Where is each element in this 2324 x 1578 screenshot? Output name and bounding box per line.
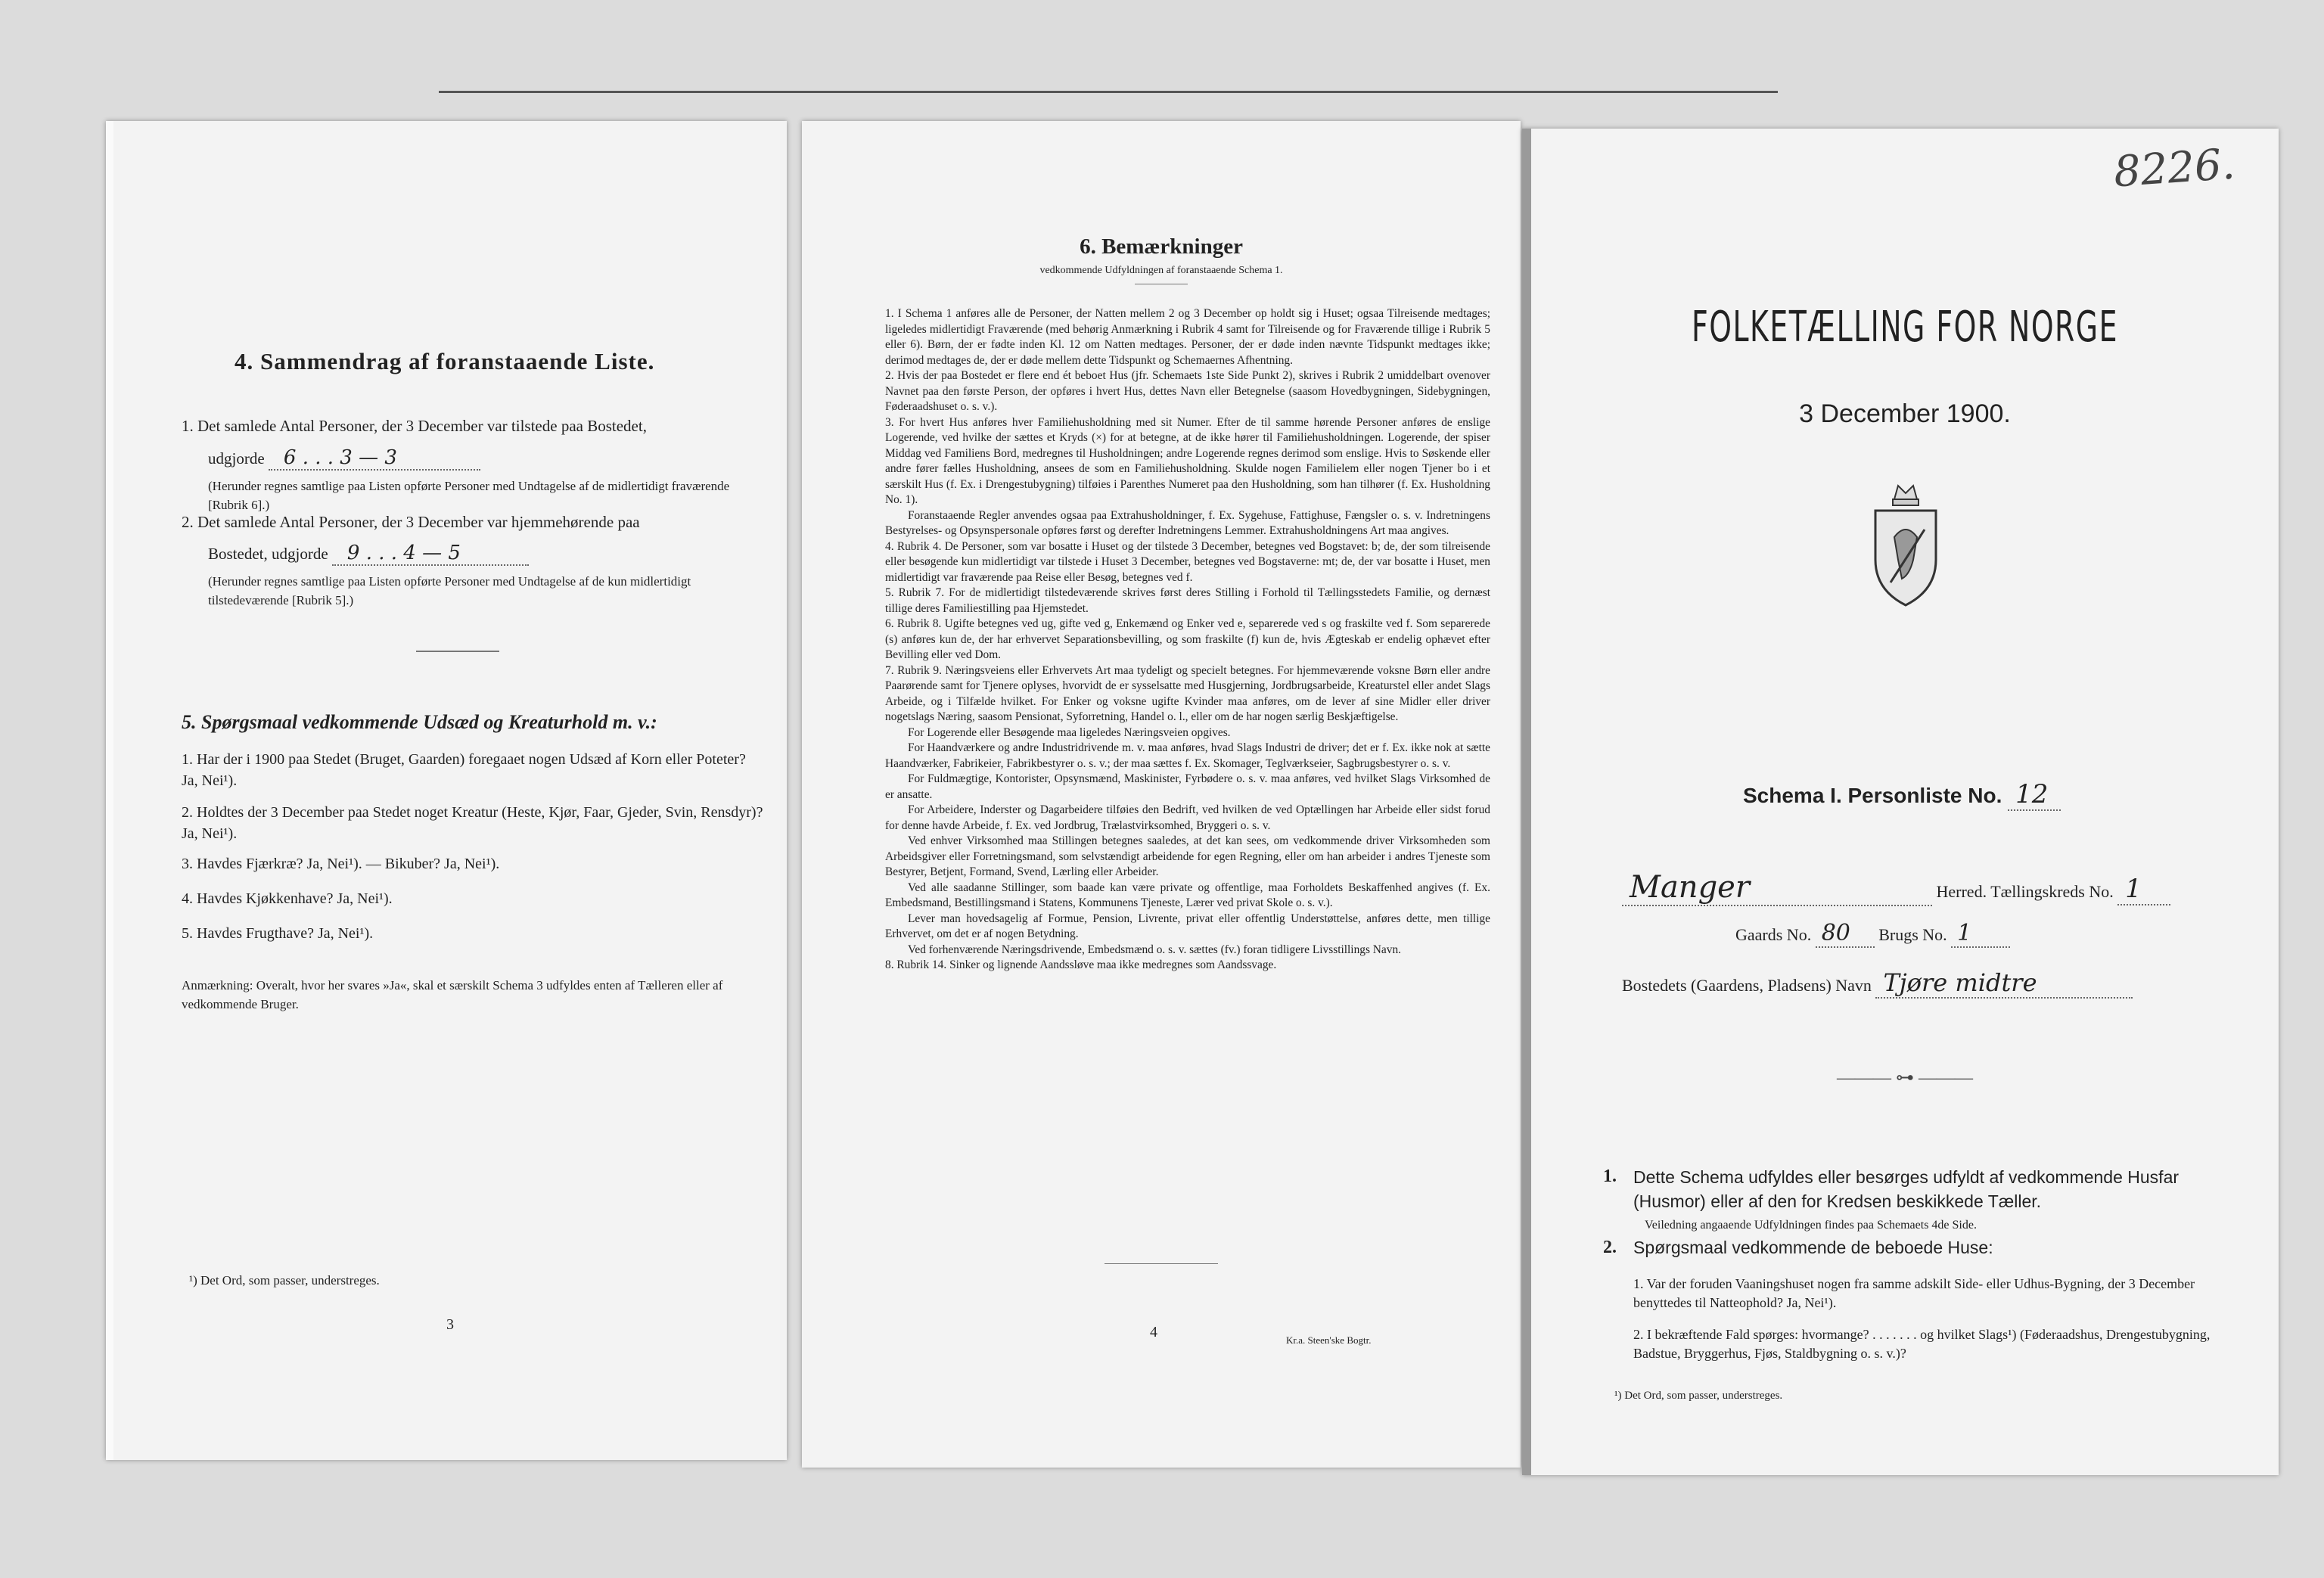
item2-prefix: Bostedet, udgjorde bbox=[208, 545, 328, 563]
instr1-text: Dette Schema udfyldes eller besørges udfyldt af vedkommende Husfar (Husmor) eller af den for Kredsen beskikkede Tæller. bbox=[1633, 1167, 2180, 1211]
left-footnote: ¹) Det Ord, som passer, understreges. bbox=[189, 1273, 380, 1288]
instr1-sub: Veiledning angaaende Udfyldningen findes paa Schemaets 4de Side. bbox=[1645, 1219, 1977, 1232]
item1-note: (Herunder regnes samtlige paa Listen opførte Personer med Undtagelse af de midlertidigt fraværende [Rubrik 6].) bbox=[208, 479, 730, 512]
remark-6: 6. Rubrik 8. Ugifte betegnes ved ug, gifte ved g, Enkemænd og Enker ved e, separerede ved s og fraskilte ved f. Som separerede (s) anføres kun de, der har erhvervet Separationsbevilling, og som fraskilte (f) kun de, hvis Ægteskab er endelig ophævet efter Bevilling eller ved Dom. bbox=[885, 617, 1490, 661]
herred-label: Herred. bbox=[1936, 882, 1987, 901]
remark-3b: Foranstaaende Regler anvendes ogsaa paa Extrahusholdninger, f. Ex. Sygehuse, Fattighuse, Fængsler o. s. v. Indretningens Bestyrelses- og Opsynspersonale opføres først og derefter Indretningens Lemmer. Extrahusholdningens Art maa angives. bbox=[885, 508, 1490, 537]
remark-7d: For Fuldmægtige, Kontorister, Opsynsmænd, Maskinister, Fyrbødere o. s. v. maa anføres, ved hvilket Slags Virksomhed de er ansatte. bbox=[885, 772, 1490, 801]
item2-line2 bbox=[208, 542, 738, 566]
remark-7b: For Logerende eller Besøgende maa ligeledes Næringsveien opgives. bbox=[908, 725, 1231, 739]
remarks-title: 6. Bemærkninger bbox=[1080, 235, 1243, 259]
instr2-text: Spørgsmaal vedkommende de beboede Huse: bbox=[1633, 1238, 1993, 1257]
middle-page-number: 4 bbox=[1150, 1324, 1157, 1340]
item1-line2 bbox=[208, 446, 738, 471]
printer-mark: Kr.a. Steen'ske Bogtr. bbox=[1286, 1334, 1372, 1346]
bottom-rule bbox=[1105, 1263, 1218, 1264]
top-rule bbox=[439, 91, 1778, 93]
instr1-number: 1. bbox=[1603, 1166, 1617, 1186]
remark-7e: For Arbeidere, Inderster og Dagarbeidere tilføies den Bedrift, ved hvilken de ved Optællingen har Arbeide eller sidst forud for denne havde Arbeide, f. Ex. ved Jordbrug, Trælastvirksomhed, Bryggeri o. s. v. bbox=[885, 803, 1490, 832]
remark-7c: For Haandværkere og andre Industridrivende m. v. maa anføres, hvad Slags Industri de driver; det er f. Ex. ikke nok at sætte Haandværker, Fabrikeier, Fabrikbestyrer o. s. v.; der maa sættes f. Ex. Skomager, Teglværkseier, Sagbrugsbestyrer o. s. v. bbox=[885, 741, 1490, 770]
schema-number: 12 bbox=[2008, 779, 2061, 811]
coat-of-arms-icon bbox=[1864, 477, 1947, 617]
house-question-1: 1. Var der foruden Vaaningshuset nogen fra samme adskilt Side- eller Udhus-Bygning, der 3 December benyttedes til Natteophold? Ja, Nei¹). bbox=[1633, 1276, 2195, 1310]
divider bbox=[416, 651, 499, 652]
item1-line1: 1. Det samlede Antal Personer, der 3 December var tilstede paa Bostedet, bbox=[182, 417, 647, 435]
brugs-label: Brugs No. bbox=[1878, 925, 1947, 944]
bosted-value: Tjøre midtre bbox=[1875, 968, 2133, 999]
ornament-divider: ——— ⊶ ——— bbox=[1837, 1068, 1973, 1088]
remark-7f: Ved enhver Virksomhed maa Stillingen betegnes saaledes, at det kan sees, om vedkommende driver Virksomheden som Arbeidsgiver eller Forretningsmand, som selvstændigt arbeidende for egen Regning, eller om han arbeider i andres Tjeneste som Bestyrer, Betjent, Formand, Svend, Lærling eller Arbeider. bbox=[885, 834, 1490, 878]
question-1: 1. Har der i 1900 paa Stedet (Bruget, Gaarden) foregaaet nogen Udsæd af Korn eller Poteter? Ja, Nei¹). bbox=[182, 751, 746, 789]
brugs-value: 1 bbox=[1951, 920, 2010, 948]
remark-8: 8. Rubrik 14. Sinker og lignende Aandssløve maa ikke medregnes som Aandssvage. bbox=[885, 958, 1277, 971]
census-title: FOLKETÆLLING FOR NORGE bbox=[1692, 303, 2118, 352]
schema-row bbox=[1743, 779, 2061, 811]
instr2-number: 2. bbox=[1603, 1238, 1617, 1257]
item2-note: (Herunder regnes samtlige paa Listen opførte Personer med Undtagelse af de kun midlertidigt tilstedeværende [Rubrik 5].) bbox=[208, 574, 691, 607]
question-3: 3. Havdes Fjærkræ? Ja, Nei¹). — Bikuber? Ja, Nei¹). bbox=[182, 856, 500, 872]
remark-5: 5. Rubrik 7. For de midlertidigt tilstedeværende skrives først deres Stilling i Forhold til Tællingsstedets Familie, og dernæst tillige deres Familiestilling paa Hjemstedet. bbox=[885, 586, 1490, 615]
remark-3: 3. For hvert Hus anføres hver Familiehusholdning med sit Numer. Efter de til samme hørende Personer anføres de enslige Logerende, ved hvilke der sættes et Kryds (×) for at betegne, at de ikke hører til Familiehusholdningen. Logerende, der spiser Middag ved Familiens Bord, medregnes til Husholdningen; andre Logerende regnes derimod som enslige. Hvis to Søskende eller andre fører fælles Husholdning, ansees de som en Familiehusholdning. Skulde nogen Familielem eller nogen Tjener bo i et særskilt Hus (f. Ex. i Drengestubygning) tilføies i Parenthes Numeret paa den Husholdning, som han tilhører (f. Ex. Husholdning No. 1). bbox=[885, 415, 1490, 506]
remark-7: 7. Rubrik 9. Næringsveiens eller Erhvervets Art maa tydeligt og specielt betegnes. For hjemmeværende voksne Børn eller andre Paarørende samt for Tjenere oplyses, hvorvidt de er sysselsatte med Husgjerning, Jordbrugsarbeide, Kreaturstel eller andet Slags Arbeide, og i Tilfælde hvilket. For Enker og voksne ugifte Kvinder maa anføres, om de lever af sine Midler eller driver nogetslags Næring, saasom Pensionat, Syforretning, Handel o. l., eller om de har nogen særlig Beskjæftigelse. bbox=[885, 663, 1490, 723]
question-4: 4. Havdes Kjøkkenhave? Ja, Nei¹). bbox=[182, 890, 393, 907]
question-2: 2. Holdtes der 3 December paa Stedet noget Kreatur (Heste, Kjør, Faar, Gjeder, Svin, Rensdyr)? Ja, Nei¹). bbox=[182, 804, 763, 842]
herred-value: Manger bbox=[1622, 870, 1932, 906]
krets-value: 1 bbox=[2117, 874, 2170, 905]
gaard-row bbox=[1735, 920, 2010, 948]
gaards-label: Gaards No. bbox=[1735, 925, 1812, 944]
middle-page bbox=[802, 121, 1521, 1468]
bosted-label: Bostedets (Gaardens, Pladsens) Navn bbox=[1622, 976, 1872, 995]
remark-7i: Ved forhenværende Næringsdrivende, Embedsmænd o. s. v. sættes (fv.) foran tidligere Livsstillings Navn. bbox=[908, 943, 1401, 956]
schema-label: Schema I. Personliste No. bbox=[1743, 784, 2002, 807]
item2-line1: 2. Det samlede Antal Personer, der 3 December var hjemmehørende paa bbox=[182, 513, 640, 531]
left-page bbox=[106, 121, 787, 1460]
remark-7h: Lever man hovedsagelig af Formue, Pension, Livrente, privat eller offentlig Understøttelse, anføres dette, men tillige Erhvervet, om det er af nogen Betydning. bbox=[885, 912, 1490, 940]
remark-2: 2. Hvis der paa Bostedet er flere end ét beboet Hus (jfr. Schemaets 1ste Side Punkt 2), skrives i Rubrik 2 umiddelbart ovenover Navnet paa den første Person, der opføres i hvert Hus, dettes Navn eller Betegnelse (saasom Hovedbygningen, Sidebygningen, Føderaadshuset o. s. v.). bbox=[885, 369, 1490, 413]
remarks-subtitle: vedkommende Udfyldningen af foranstaaende Schema 1. bbox=[1039, 265, 1283, 276]
remark-7g: Ved alle saadanne Stillinger, som baade kan være private og offentlige, maa Forholdets Beskaffenhed angives (f. Ex. Embedsmand, Bestillingsmand i Statens, Kommunens Tjeneste, Lærer ved privat Skole o. s. v.). bbox=[885, 881, 1490, 909]
section5-title: 5. Spørgsmaal vedkommende Udsæd og Kreaturhold m. v.: bbox=[182, 711, 657, 733]
remark-4: 4. Rubrik 4. De Personer, som var bosatte i Huset og der tilstede 3 December, betegnes ved Bogstavet: b; de, der som tilreisende eller besøgende kun midlertidigt var tilstede i Huset 3 December, betegnes ved Bogstaverne: mt; de, der var bosatte i Huset, men midlertidigt var fraværende paa Reise eller Besøg, betegnes ved f. bbox=[885, 539, 1490, 584]
section4-title: 4. Sammendrag af foranstaaende Liste. bbox=[235, 348, 655, 374]
remarks-body bbox=[885, 306, 1490, 974]
house-question-2: 2. I bekræftende Fald spørges: hvormange? . . . . . . . og hvilket Slags¹) (Føderaadshus, Drengestubygning, Badstue, Bryggerhus, Fjøs, Staldbygning o. s. v.)? bbox=[1633, 1327, 2211, 1361]
question-5: 5. Havdes Frugthave? Ja, Nei¹). bbox=[182, 925, 374, 942]
right-footnote: ¹) Det Ord, som passer, understreges. bbox=[1614, 1390, 1783, 1402]
left-page-number: 3 bbox=[446, 1316, 454, 1333]
remark-1: 1. I Schema 1 anføres alle de Personer, der Natten mellem 2 og 3 December op holdt sig i Huset; ogsaa Tilreisende medtages; ligeledes midlertidigt Fraværende (med behørig Anmærkning i Rubrik 4 samt for Tilreisende og for Fraværende tillige i Rubrik 5 eller 6). Børn, der er fødte inden Kl. 12 om Natten medtages. Personer, der er døde inden nævnte Tidspunkt medtages ikke; derimod medtages de, der er døde mellem dette Tidspunkt og Schemaernes Afhentning. bbox=[885, 307, 1490, 367]
bosted-row bbox=[1622, 968, 2257, 999]
item2-value: 9 . . . 4 — 5 bbox=[332, 542, 529, 566]
herred-row bbox=[1622, 870, 2257, 906]
right-page bbox=[1522, 129, 2279, 1475]
item1-prefix: udgjorde bbox=[208, 449, 265, 467]
anmaerkning: Anmærkning: Overalt, hvor her svares »Ja«, skal et særskilt Schema 3 udfyldes enten af Tælleren eller af vedkommende Bruger. bbox=[182, 978, 723, 1011]
census-date: 3 December 1900. bbox=[1799, 399, 2011, 428]
archive-number: 8226. bbox=[2111, 139, 2237, 197]
krets-label: Tællingskreds No. bbox=[1990, 882, 2114, 901]
gaards-value: 80 bbox=[1816, 920, 1875, 948]
item1-value: 6 . . . 3 — 3 bbox=[269, 446, 480, 471]
